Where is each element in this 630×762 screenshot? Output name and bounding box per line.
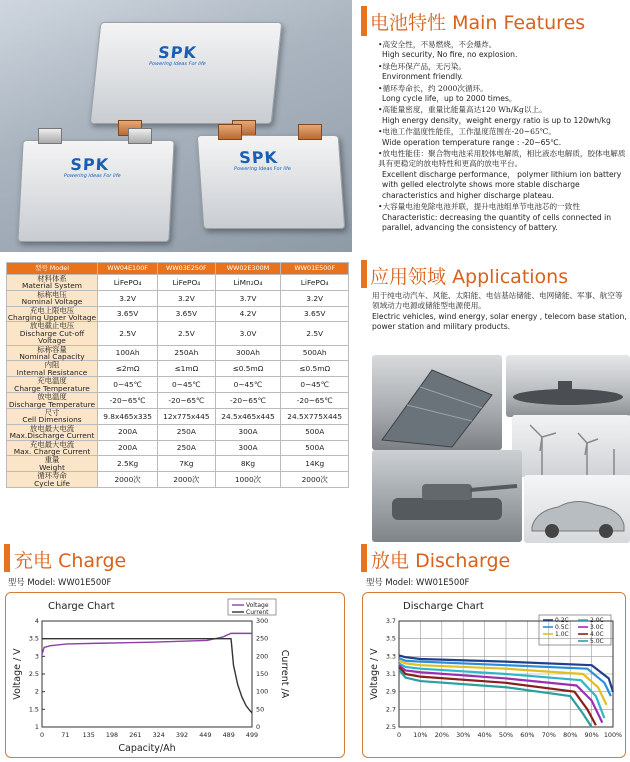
series-line-voltage [42, 633, 252, 654]
spec-row [7, 290, 349, 306]
spec-label-en: Weight [39, 462, 65, 472]
applications-title: 应用领域 Applications [370, 266, 569, 288]
spec-label [7, 393, 98, 409]
feature-item [378, 62, 630, 83]
features-list [378, 40, 630, 234]
spk-logo: SPK [157, 43, 198, 62]
y-axis-label: Voltage / V [369, 648, 380, 700]
spec-label [7, 472, 98, 488]
x-tick-label: 0 [396, 731, 402, 739]
x-tick-label: 71 [61, 731, 70, 739]
feature-zh: •绿色环保产品，无污染。 [378, 61, 467, 71]
y-tick-label: 1.5 [28, 705, 39, 714]
spec-label-zh: 标称电压 [37, 289, 67, 299]
spec-header-cell: WW04E100F [98, 263, 158, 275]
x-tick-label: 20% [434, 731, 449, 739]
spec-row [7, 306, 349, 322]
spec-value: 200A [98, 424, 158, 440]
y-tick-label: 3.3 [385, 652, 396, 661]
spec-value: 0~45℃ [281, 377, 349, 393]
wind-turbine-photo [512, 415, 630, 477]
y2-tick-label: 200 [256, 652, 269, 661]
spec-label-zh: 材料体系 [37, 274, 67, 283]
spec-value: 2000次 [98, 472, 158, 488]
spec-value: LiFePO₄ [158, 275, 215, 291]
feature-zh: •大容量电池免除电池并联，提升电池组单节电池芯的一致性 [378, 202, 580, 212]
y-tick-label: 2.9 [385, 687, 396, 696]
y-tick-label: 1 [34, 723, 39, 731]
spec-value: 1000次 [215, 472, 281, 488]
legend-label: Voltage [246, 602, 269, 609]
section-accent-bar [361, 260, 367, 288]
spec-value: -20~65℃ [98, 393, 158, 409]
spec-label [7, 290, 98, 306]
feature-item [378, 127, 630, 148]
discharge-chart-title: Discharge Chart [403, 601, 484, 612]
feature-item [378, 149, 630, 201]
y2-tick-label: 250 [256, 634, 269, 643]
spec-value: 7Kg [158, 456, 215, 472]
spec-row [7, 456, 349, 472]
spec-value: 2.5Kg [98, 456, 158, 472]
x-tick-label: 499 [245, 731, 259, 739]
spec-label-en: Nominal Voltage [21, 297, 83, 307]
feature-en: Long cycle life，up to 2000 times。 [382, 94, 517, 104]
feature-en: High energy density，weight energy ratio is up to 120wh/kg [382, 115, 611, 125]
spec-label-zh: 充电温度 [37, 376, 67, 386]
spec-label-en: Cycle Life [34, 478, 70, 488]
series-line-current [42, 639, 252, 713]
spec-value: ≤0.5mΩ [281, 361, 349, 377]
spec-label-en: Max. Charge Current [13, 446, 91, 456]
spec-header-cell: WW02E300M [215, 263, 281, 275]
feature-item [378, 40, 630, 61]
legend-label: 2.0C [590, 617, 604, 624]
spec-value: -20~65℃ [158, 393, 215, 409]
spec-label [7, 361, 98, 377]
y-tick-label: 2.7 [385, 705, 396, 714]
charge-model-label: 型号 Model: WW01E500F [8, 577, 112, 587]
spec-label-en: Material System [22, 281, 82, 291]
spec-value: 500Ah [281, 345, 349, 361]
electric-car-photo [524, 475, 630, 543]
spec-row [7, 393, 349, 409]
applications-description [372, 291, 630, 332]
spec-value: 9.8x465x335 [98, 408, 158, 424]
spec-value: 3.65V [98, 306, 158, 322]
x-tick-label: 60% [520, 731, 535, 739]
spec-value: 300A [215, 440, 281, 456]
spec-value: LiMn₂O₄ [215, 275, 281, 291]
charge-chart [6, 593, 344, 757]
feature-zh: •高能量密度，重量比能量高达120 Wh/Kg以上。 [378, 105, 547, 115]
spec-label-zh: 放电温度 [37, 392, 67, 402]
spec-value: 200A [98, 440, 158, 456]
spec-label-en: Charge Temperature [14, 383, 90, 393]
x-tick-label: 40% [477, 731, 492, 739]
spec-row [7, 472, 349, 488]
spec-value: 3.65V [281, 306, 349, 322]
spec-value: 8Kg [215, 456, 281, 472]
spec-value: ≤1mΩ [158, 361, 215, 377]
spk-tagline: Powering Ideas For life [148, 61, 207, 67]
section-accent-bar [4, 544, 10, 572]
spec-label [7, 322, 98, 345]
applications-zh: 用于纯电动汽车、风能、太阳能、电信基站储能、电网储能、军事、航空等领域动力电源或储能型电源使用。 [372, 291, 623, 311]
x-tick-label: 0 [39, 731, 45, 739]
spec-label [7, 408, 98, 424]
x-tick-label: 198 [105, 731, 119, 739]
spk-tagline: Powering Ideas For life [63, 173, 121, 179]
spec-value: 4.2V [215, 306, 281, 322]
spec-header-cell: 型号 Model [7, 263, 98, 275]
charge-chart-box [5, 592, 345, 758]
x-tick-label: 261 [129, 731, 142, 739]
spec-value: 300Ah [215, 345, 281, 361]
spec-label-zh: 循环寿命 [37, 471, 67, 481]
spec-label-en: Discharge Cut-off Voltage [19, 328, 85, 346]
spec-label-en: Nominal Capacity [19, 352, 85, 362]
spec-value: 250A [158, 440, 215, 456]
spec-header-cell: WW01E500F [281, 263, 349, 275]
terminal-tab [128, 128, 152, 144]
spec-label [7, 345, 98, 361]
y2-tick-label: 0 [256, 723, 261, 731]
spec-value: 3.0V [215, 322, 281, 345]
spec-value: 0~45℃ [215, 377, 281, 393]
x-tick-label: 392 [175, 731, 189, 739]
legend-label: 3.0C [590, 624, 604, 631]
applications-en: Electric vehicles, wind energy, solar energy , telecom base station, power station and military products. [372, 311, 627, 331]
terminal-tab [38, 128, 62, 144]
spk-tagline: Powering Ideas For life [233, 166, 292, 172]
spec-label-zh: 放电最大电流 [29, 423, 75, 433]
discharge-chart [363, 593, 625, 757]
spec-label-zh: 放电截止电压 [29, 321, 75, 331]
spk-logo: SPK [69, 155, 110, 174]
solar-panel-photo [372, 355, 502, 450]
y-tick-label: 2.5 [385, 723, 396, 731]
spk-logo: SPK [238, 148, 279, 167]
spec-row [7, 424, 349, 440]
spec-value: 300A [215, 424, 281, 440]
charge-title: 充电 Charge [14, 550, 127, 572]
spec-row [7, 361, 349, 377]
x-tick-label: 50% [498, 731, 514, 739]
spec-value: 2.5V [158, 322, 215, 345]
spec-row [7, 345, 349, 361]
feature-item [378, 202, 630, 233]
discharge-title: 放电 Discharge [371, 550, 511, 572]
spec-value: 2000次 [281, 472, 349, 488]
spec-value: 3.2V [98, 290, 158, 306]
spec-value: 3.7V [215, 290, 281, 306]
product-photo [0, 0, 352, 252]
y-tick-label: 3.7 [385, 617, 396, 625]
legend-label: 4.0C [590, 631, 604, 638]
y-tick-label: 3.5 [385, 634, 396, 643]
spec-label-zh: 充电最大电流 [29, 439, 75, 449]
spec-value: LiFePO₄ [98, 275, 158, 291]
spec-value: 2.5V [281, 322, 349, 345]
spec-value: 24.5X775X445 [281, 408, 349, 424]
spec-value: 250A [158, 424, 215, 440]
y2-tick-label: 50 [256, 705, 265, 714]
spec-table [6, 262, 349, 488]
applications-photos [372, 355, 630, 545]
spec-label-en: Max.Discharge Current [9, 431, 95, 441]
spec-label [7, 377, 98, 393]
submarine-photo [506, 355, 630, 417]
x-tick-label: 70% [541, 731, 556, 739]
x-tick-label: 80% [563, 731, 578, 739]
y2-tick-label: 150 [256, 670, 269, 678]
spec-label [7, 424, 98, 440]
spec-label-zh: 标称容量 [37, 344, 67, 354]
tank-photo [372, 450, 522, 542]
x-tick-label: 449 [199, 731, 212, 739]
spec-label-zh: 重量 [44, 455, 60, 465]
legend-label: Current [246, 609, 269, 616]
feature-en: Excellent discharge performance， polymer lithium ion battery with gelled electrolyte shows more stable discharge characteristics and higher discharge plateau. [382, 169, 622, 200]
legend-label: 0.5C [555, 624, 569, 631]
spec-value: 2.5V [98, 322, 158, 345]
spec-value: 250Ah [158, 345, 215, 361]
y-axis-label: Voltage / V [12, 648, 23, 700]
feature-en: Environment friendly. [382, 72, 464, 82]
section-accent-bar [361, 6, 367, 36]
x-tick-label: 489 [222, 731, 235, 739]
spec-value: ≤0.5mΩ [215, 361, 281, 377]
y2-tick-label: 100 [256, 687, 269, 696]
battery-cell-left [17, 140, 174, 242]
spec-row [7, 377, 349, 393]
spec-row [7, 322, 349, 345]
x-tick-label: 135 [82, 731, 95, 739]
y-tick-label: 3.1 [385, 670, 396, 678]
x-axis-label: Capacity/Ah [118, 743, 176, 754]
spec-label-en: Internal Resistance [16, 367, 88, 377]
spec-label-en: Discharge Temperature [8, 399, 96, 409]
x-tick-label: 100% [603, 731, 623, 739]
spec-value: 2000次 [158, 472, 215, 488]
charge-chart-title: Charge Chart [48, 601, 115, 612]
spec-row [7, 275, 349, 291]
spec-value: 500A [281, 424, 349, 440]
spec-value: ≤2mΩ [98, 361, 158, 377]
y2-axis-label: Current /A [279, 649, 290, 699]
spec-value: 0~45℃ [98, 377, 158, 393]
x-tick-label: 10% [413, 731, 428, 739]
spec-header-cell: WW03E250F [158, 263, 215, 275]
spec-label [7, 306, 98, 322]
spec-label-zh: 充电上限电压 [29, 305, 75, 315]
section-accent-bar [361, 544, 367, 572]
x-tick-label: 324 [152, 731, 165, 739]
feature-zh: •电池工作温度性能佳，工作温度范围在-20~65℃。 [378, 127, 556, 137]
x-tick-label: 90% [584, 731, 599, 739]
battery-cell-large [90, 22, 283, 124]
y-tick-label: 2.5 [28, 670, 39, 678]
spec-value: LiFePO₄ [281, 275, 349, 291]
spec-value: 3.65V [158, 306, 215, 322]
spec-value: 500A [281, 440, 349, 456]
spec-value: 3.2V [281, 290, 349, 306]
discharge-chart-box [362, 592, 626, 758]
feature-zh: •高安全性，不易燃烧，不会爆炸。 [378, 40, 497, 49]
discharge-model-label: 型号 Model: WW01E500F [366, 577, 470, 587]
spec-row [7, 440, 349, 456]
feature-item [378, 84, 630, 105]
spec-label [7, 456, 98, 472]
legend-label: 0.2C [555, 617, 569, 624]
spec-label-zh: 尺寸 [44, 407, 60, 417]
y-tick-label: 3.5 [28, 634, 39, 643]
spec-label [7, 440, 98, 456]
feature-item [378, 105, 630, 126]
terminal-tab [218, 124, 242, 140]
spec-value: 100Ah [98, 345, 158, 361]
y-tick-label: 4 [34, 617, 39, 625]
feature-zh: •放电性能佳：聚合物电池采用胶体电解质，相比液态电解质，胶体电解质具有更稳定的放电特性和更高的放电平台。 [378, 149, 626, 169]
spec-value: 12x775x445 [158, 408, 215, 424]
spec-label-en: Cell Dimensions [22, 415, 82, 425]
feature-en: Characteristic: decreasing the quantity of cells connected in parallel, advancing the consistency of battery. [382, 212, 612, 232]
y-tick-label: 3 [34, 652, 39, 661]
spec-value: 24.5x465x445 [215, 408, 281, 424]
spec-value: 0~45℃ [158, 377, 215, 393]
spec-label-zh: 内阻 [44, 360, 60, 370]
spec-value: 3.2V [158, 290, 215, 306]
spec-value: 14Kg [281, 456, 349, 472]
spec-value: -20~65℃ [215, 393, 281, 409]
main-features-title: 电池特性 Main Features [370, 12, 586, 34]
legend-label: 1.0C [555, 631, 569, 638]
spec-row [7, 408, 349, 424]
terminal-tab [298, 124, 322, 140]
spec-label-en: Charging Upper Voltage [7, 313, 97, 323]
spec-header-row [7, 263, 349, 275]
y2-tick-label: 300 [256, 617, 269, 625]
x-tick-label: 30% [456, 731, 471, 739]
spec-label [7, 275, 98, 291]
feature-en: Wide operation temperature range : -20~65℃. [382, 137, 562, 147]
feature-zh: •循环寿命长，约 2000次循环。 [378, 83, 488, 93]
feature-en: High security, No fire, no explosion. [382, 50, 518, 60]
legend-label: 5.0C [590, 638, 604, 645]
spec-value: -20~65℃ [281, 393, 349, 409]
battery-cell-right [197, 135, 346, 229]
y-tick-label: 2 [34, 687, 39, 696]
